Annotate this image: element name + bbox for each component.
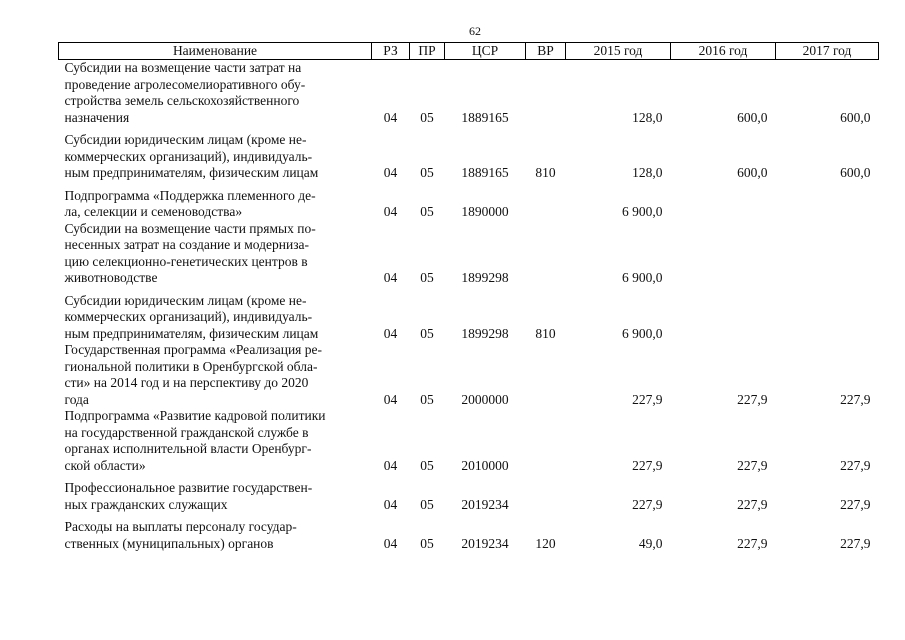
row-rz: 04: [383, 457, 398, 473]
row-name-line: ла, селекции и семеноводства»: [64, 204, 243, 219]
row-vr: [526, 188, 566, 221]
row-rz: 04: [383, 325, 398, 341]
row-name-line: сти» на 2014 год и на перспективу до 2020: [64, 375, 309, 390]
row-pr: 05: [420, 535, 434, 551]
table-row: [59, 60, 879, 127]
row-2017: [776, 221, 879, 287]
row-pr: 05: [420, 109, 434, 125]
row-name-line: ных гражданских служащих: [64, 496, 228, 512]
row-name-line: органах исполнительной власти Оренбург-: [64, 441, 312, 456]
row-2017: 600,0: [840, 165, 871, 180]
row-name-line: Субсидии на возмещение части прямых по-: [64, 220, 316, 236]
row-name: [59, 519, 372, 552]
row-name-line: Субсидии на возмещение части затрат на: [64, 60, 302, 75]
row-name: [59, 132, 372, 182]
row-name: [59, 293, 372, 343]
row-name-line: Подпрограмма «Поддержка племенного де-: [64, 187, 316, 203]
table-body: [59, 60, 879, 553]
header-2016: 2016 год: [671, 43, 776, 60]
row-name-line: ным предпринимателям, физическим лицам: [64, 325, 319, 341]
budget-table-sheet: [58, 42, 878, 552]
row-pr: 05: [420, 496, 434, 512]
row-rz: 04: [383, 535, 398, 551]
row-vr: [526, 60, 566, 127]
row-name: [59, 408, 372, 474]
row-pr: 05: [420, 204, 434, 219]
row-name-line: ственных (муниципальных) органов: [64, 535, 274, 551]
row-rz: 04: [383, 165, 398, 180]
row-2016: [671, 221, 776, 287]
header-rz: РЗ: [372, 43, 410, 60]
row-name-line: Субсидии юридическим лицам (кроме не-: [64, 292, 307, 308]
row-name-line: несенных затрат на создание и модерниза-: [64, 237, 310, 252]
table-header-row: [59, 43, 879, 60]
row-2015: 6 900,0: [622, 204, 663, 219]
header-vr: ВР: [526, 43, 566, 60]
row-pr: 05: [420, 325, 434, 341]
row-2016: [671, 188, 776, 221]
table-row: [59, 221, 879, 287]
row-name-line: животноводстве: [64, 270, 158, 285]
row-rz: 04: [383, 270, 398, 285]
header-name: Наименование: [59, 43, 372, 60]
table-row: [59, 408, 879, 474]
row-pr: 05: [420, 270, 434, 285]
row-name: [59, 221, 372, 287]
row-vr: 120: [535, 535, 556, 551]
row-name-line: Профессиональное развитие государствен-: [64, 480, 313, 495]
row-2016: 600,0: [737, 109, 768, 125]
row-2015: 6 900,0: [622, 325, 663, 341]
row-vr: [526, 408, 566, 474]
row-2015: 128,0: [632, 109, 663, 125]
row-name: [59, 188, 372, 221]
row-name-line: коммерческих организаций), индивидуаль-: [64, 148, 313, 164]
row-name-line: на государственной гражданской службе в: [64, 424, 309, 440]
row-rz: 04: [383, 204, 398, 219]
row-csr: 1890000: [461, 204, 509, 219]
row-pr: 05: [420, 457, 434, 473]
row-2015: 128,0: [632, 165, 663, 180]
row-2016: 227,9: [737, 535, 768, 551]
row-csr: 2010000: [461, 457, 509, 473]
row-name-line: ской области»: [64, 457, 146, 473]
table-row: [59, 480, 879, 513]
row-rz: 04: [383, 109, 398, 125]
row-rz: 04: [383, 391, 398, 407]
row-vr: [526, 342, 566, 408]
row-vr: 810: [535, 165, 556, 180]
row-2015: 227,9: [632, 457, 663, 473]
row-2017: 227,9: [840, 535, 871, 551]
row-2016: 227,9: [737, 457, 768, 473]
row-name-line: цию селекционно-генетических центров в: [64, 253, 308, 269]
header-pr: ПР: [410, 43, 445, 60]
table-row: [59, 293, 879, 343]
row-name-line: коммерческих организаций), индивидуаль-: [64, 309, 313, 324]
table-row: [59, 132, 879, 182]
row-rz: 04: [383, 496, 398, 512]
row-2017: [776, 293, 879, 343]
row-pr: 05: [420, 391, 434, 407]
row-name-line: Субсидии юридическим лицам (кроме не-: [64, 132, 307, 147]
row-2016: 600,0: [737, 165, 768, 180]
row-name: [59, 480, 372, 513]
row-2016: 227,9: [737, 391, 768, 407]
row-name-line: ным предпринимателям, физическим лицам: [64, 165, 319, 180]
row-pr: 05: [420, 165, 434, 180]
row-2017: [776, 188, 879, 221]
row-name: [59, 342, 372, 408]
row-2015: 227,9: [632, 391, 663, 407]
row-name-line: Государственная программа «Реализация ре-: [64, 342, 323, 357]
row-name-line: гиональной политики в Оренбургской обла-: [64, 358, 318, 374]
row-csr: 1899298: [461, 270, 509, 285]
row-csr: 2019234: [461, 535, 509, 551]
row-csr: 2019234: [461, 496, 509, 512]
row-name-line: проведение агролесомелиоративного обу-: [64, 76, 306, 92]
header-csr: ЦСР: [445, 43, 526, 60]
row-2017: 227,9: [840, 457, 871, 473]
row-2017: 227,9: [840, 391, 871, 407]
row-csr: 1889165: [461, 165, 509, 180]
row-csr: 1899298: [461, 325, 509, 341]
table-row: [59, 188, 879, 221]
budget-table: [58, 42, 879, 552]
row-csr: 2000000: [461, 391, 509, 407]
row-2015: 49,0: [638, 535, 663, 551]
row-name-line: стройства земель сельскохозяйственного: [64, 93, 300, 108]
row-name-line: Подпрограмма «Развитие кадровой политики: [64, 408, 326, 423]
row-name-line: Расходы на выплаты персоналу государ-: [64, 519, 297, 534]
row-name-line: года: [64, 391, 89, 407]
page-number: 62: [469, 24, 481, 38]
row-2016: 227,9: [737, 496, 768, 512]
table-row: [59, 519, 879, 552]
row-name: [59, 60, 372, 127]
row-2016: [671, 293, 776, 343]
table-row: [59, 342, 879, 408]
row-vr: [526, 480, 566, 513]
header-2015: 2015 год: [566, 43, 671, 60]
row-2017: 600,0: [840, 109, 871, 125]
row-vr: [526, 221, 566, 287]
row-2015: 227,9: [632, 496, 663, 512]
row-name-line: назначения: [64, 109, 130, 125]
header-2017: 2017 год: [776, 43, 879, 60]
row-2015: 6 900,0: [622, 270, 663, 285]
row-2017: 227,9: [840, 496, 871, 512]
row-vr: 810: [535, 325, 556, 341]
row-csr: 1889165: [461, 109, 509, 125]
